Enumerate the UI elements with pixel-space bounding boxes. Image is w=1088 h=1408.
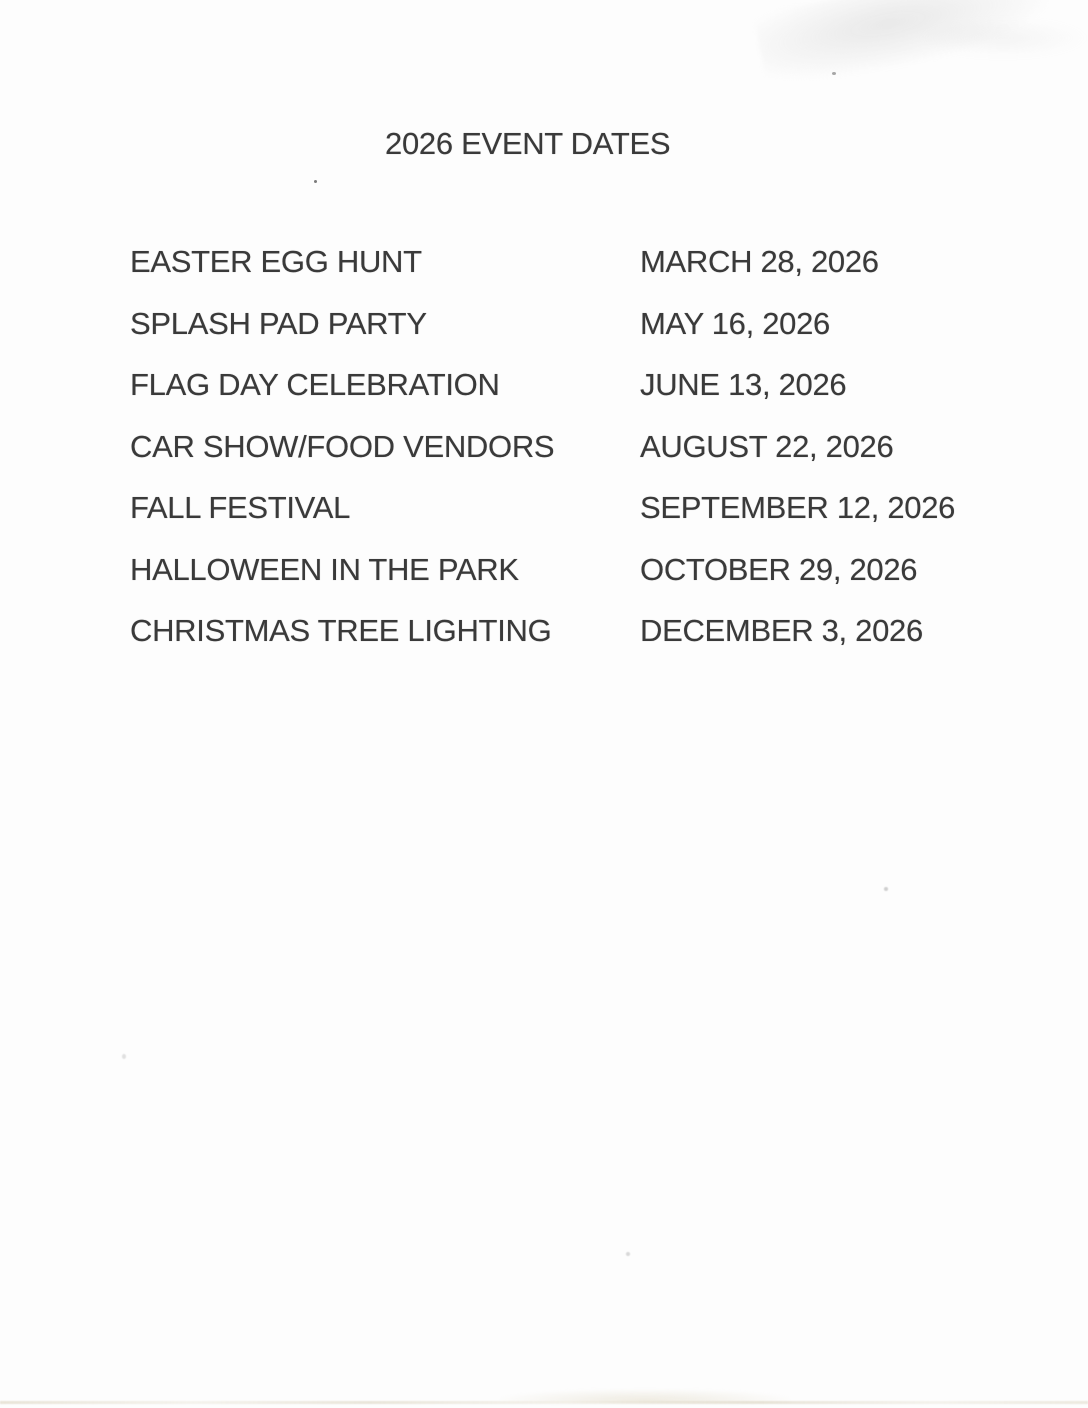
event-row	[130, 244, 1088, 279]
event-name: EASTER EGG HUNT	[130, 244, 422, 279]
document-title: 2026 EVENT DATES	[385, 126, 671, 161]
event-name: FLAG DAY CELEBRATION	[130, 367, 500, 402]
event-row	[130, 490, 1088, 525]
event-name: SPLASH PAD PARTY	[130, 305, 427, 341]
scan-edge-line	[0, 1401, 1088, 1404]
scan-smudge-top-right-tail	[918, 18, 1088, 58]
event-row	[130, 428, 1088, 464]
event-date: AUGUST 22, 2026	[640, 428, 894, 464]
event-date-list	[130, 244, 1088, 648]
event-date: OCTOBER 29, 2026	[640, 551, 918, 587]
event-row	[130, 305, 1088, 341]
scan-smudge-bottom	[500, 1389, 790, 1403]
event-date: MARCH 28, 2026	[640, 244, 879, 279]
event-name: FALL FESTIVAL	[130, 490, 351, 525]
scan-speck	[832, 72, 836, 75]
event-date: SEPTEMBER 12, 2026	[640, 490, 956, 525]
scan-smudge-top-right	[753, 0, 1053, 91]
event-row	[130, 551, 1088, 587]
scan-speck	[884, 887, 888, 891]
event-date: DECEMBER 3, 2026	[640, 613, 923, 648]
event-row	[130, 367, 1088, 402]
scan-speck	[314, 180, 317, 183]
event-name: HALLOWEEN IN THE PARK	[130, 551, 519, 587]
scan-speck	[626, 1252, 630, 1256]
event-date: JUNE 13, 2026	[640, 367, 847, 402]
event-row	[130, 613, 1088, 648]
event-name: CAR SHOW/FOOD VENDORS	[130, 428, 555, 464]
event-name: CHRISTMAS TREE LIGHTING	[130, 613, 552, 648]
event-date: MAY 16, 2026	[640, 305, 830, 341]
scan-speck	[122, 1054, 126, 1059]
